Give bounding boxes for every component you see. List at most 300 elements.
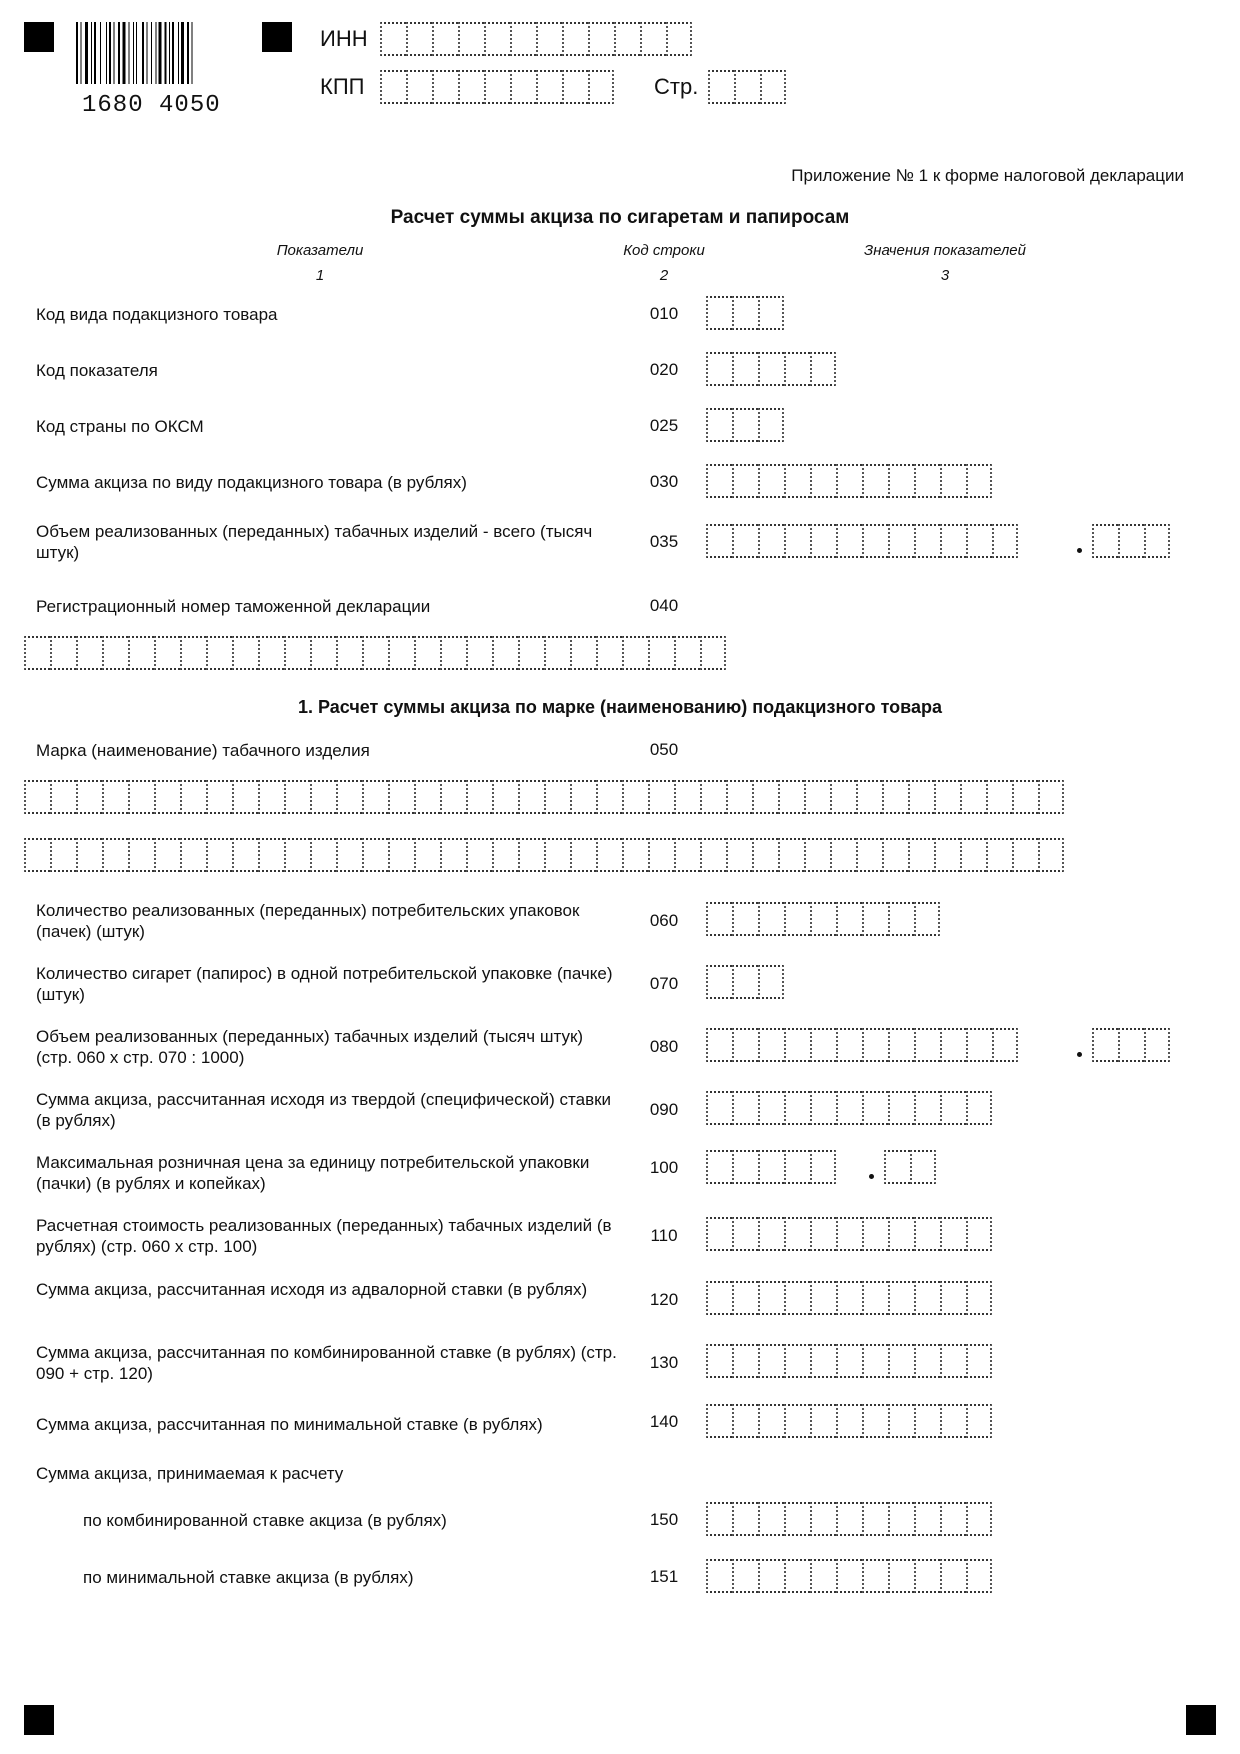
char-cell[interactable] bbox=[752, 838, 778, 872]
char-cell[interactable] bbox=[810, 464, 836, 498]
char-cell[interactable] bbox=[640, 22, 666, 56]
char-cell[interactable] bbox=[706, 1028, 732, 1062]
char-cell[interactable] bbox=[406, 22, 432, 56]
char-cell[interactable] bbox=[24, 780, 50, 814]
char-cell[interactable] bbox=[862, 524, 888, 558]
char-cell[interactable] bbox=[758, 1502, 784, 1536]
char-cell[interactable] bbox=[940, 1344, 966, 1378]
char-cell[interactable] bbox=[888, 902, 914, 936]
char-cell[interactable] bbox=[466, 780, 492, 814]
char-cell[interactable] bbox=[888, 464, 914, 498]
char-cell[interactable] bbox=[466, 838, 492, 872]
char-cell[interactable] bbox=[960, 838, 986, 872]
char-cell[interactable] bbox=[544, 780, 570, 814]
char-cell[interactable] bbox=[414, 838, 440, 872]
char-cell[interactable] bbox=[732, 1150, 758, 1184]
char-cell[interactable] bbox=[726, 780, 752, 814]
char-cell[interactable] bbox=[908, 838, 934, 872]
char-cell[interactable] bbox=[622, 838, 648, 872]
char-cell[interactable] bbox=[758, 1559, 784, 1593]
char-cell[interactable] bbox=[432, 22, 458, 56]
row-020-field[interactable] bbox=[706, 352, 836, 386]
row-040-field[interactable] bbox=[24, 636, 726, 670]
char-cell[interactable] bbox=[674, 838, 700, 872]
char-cell[interactable] bbox=[966, 1028, 992, 1062]
char-cell[interactable] bbox=[862, 1028, 888, 1062]
char-cell[interactable] bbox=[888, 524, 914, 558]
char-cell[interactable] bbox=[836, 1344, 862, 1378]
char-cell[interactable] bbox=[836, 1091, 862, 1125]
char-cell[interactable] bbox=[706, 1217, 732, 1251]
char-cell[interactable] bbox=[940, 1091, 966, 1125]
char-cell[interactable] bbox=[810, 1028, 836, 1062]
char-cell[interactable] bbox=[1118, 524, 1144, 558]
char-cell[interactable] bbox=[336, 780, 362, 814]
char-cell[interactable] bbox=[758, 352, 784, 386]
char-cell[interactable] bbox=[934, 780, 960, 814]
char-cell[interactable] bbox=[258, 636, 284, 670]
char-cell[interactable] bbox=[836, 902, 862, 936]
inn-field[interactable] bbox=[380, 22, 692, 56]
char-cell[interactable] bbox=[706, 1559, 732, 1593]
row-035-field-fraction[interactable] bbox=[1092, 524, 1170, 558]
row-010-field[interactable] bbox=[706, 296, 784, 330]
char-cell[interactable] bbox=[914, 1559, 940, 1593]
char-cell[interactable] bbox=[510, 70, 536, 104]
char-cell[interactable] bbox=[914, 1217, 940, 1251]
char-cell[interactable] bbox=[784, 524, 810, 558]
char-cell[interactable] bbox=[706, 965, 732, 999]
char-cell[interactable] bbox=[284, 780, 310, 814]
char-cell[interactable] bbox=[588, 22, 614, 56]
char-cell[interactable] bbox=[836, 524, 862, 558]
char-cell[interactable] bbox=[708, 70, 734, 104]
char-cell[interactable] bbox=[518, 636, 544, 670]
char-cell[interactable] bbox=[784, 1028, 810, 1062]
char-cell[interactable] bbox=[570, 780, 596, 814]
char-cell[interactable] bbox=[784, 1281, 810, 1315]
char-cell[interactable] bbox=[732, 1344, 758, 1378]
row-080-field-fraction[interactable] bbox=[1092, 1028, 1170, 1062]
char-cell[interactable] bbox=[232, 636, 258, 670]
char-cell[interactable] bbox=[830, 780, 856, 814]
char-cell[interactable] bbox=[810, 902, 836, 936]
char-cell[interactable] bbox=[732, 1091, 758, 1125]
char-cell[interactable] bbox=[232, 838, 258, 872]
row-030-field[interactable] bbox=[706, 464, 992, 498]
char-cell[interactable] bbox=[732, 1028, 758, 1062]
char-cell[interactable] bbox=[706, 1091, 732, 1125]
char-cell[interactable] bbox=[706, 296, 732, 330]
row-070-field[interactable] bbox=[706, 965, 784, 999]
char-cell[interactable] bbox=[206, 838, 232, 872]
char-cell[interactable] bbox=[180, 636, 206, 670]
char-cell[interactable] bbox=[862, 1404, 888, 1438]
row-025-field[interactable] bbox=[706, 408, 784, 442]
char-cell[interactable] bbox=[862, 1281, 888, 1315]
char-cell[interactable] bbox=[1092, 1028, 1118, 1062]
char-cell[interactable] bbox=[888, 1217, 914, 1251]
char-cell[interactable] bbox=[836, 1028, 862, 1062]
char-cell[interactable] bbox=[836, 464, 862, 498]
char-cell[interactable] bbox=[50, 780, 76, 814]
char-cell[interactable] bbox=[810, 1502, 836, 1536]
char-cell[interactable] bbox=[1118, 1028, 1144, 1062]
char-cell[interactable] bbox=[706, 1502, 732, 1536]
char-cell[interactable] bbox=[888, 1028, 914, 1062]
row-140-field[interactable] bbox=[706, 1404, 992, 1438]
char-cell[interactable] bbox=[562, 70, 588, 104]
page-number-field[interactable] bbox=[708, 70, 786, 104]
char-cell[interactable] bbox=[810, 524, 836, 558]
char-cell[interactable] bbox=[154, 780, 180, 814]
char-cell[interactable] bbox=[758, 464, 784, 498]
char-cell[interactable] bbox=[778, 780, 804, 814]
char-cell[interactable] bbox=[1012, 780, 1038, 814]
char-cell[interactable] bbox=[836, 1559, 862, 1593]
row-035-field-integer[interactable] bbox=[706, 524, 1018, 558]
char-cell[interactable] bbox=[940, 1559, 966, 1593]
row-150-field[interactable] bbox=[706, 1502, 992, 1536]
char-cell[interactable] bbox=[706, 902, 732, 936]
char-cell[interactable] bbox=[810, 1217, 836, 1251]
char-cell[interactable] bbox=[758, 524, 784, 558]
char-cell[interactable] bbox=[492, 636, 518, 670]
char-cell[interactable] bbox=[758, 1091, 784, 1125]
char-cell[interactable] bbox=[232, 780, 258, 814]
char-cell[interactable] bbox=[914, 1344, 940, 1378]
char-cell[interactable] bbox=[784, 1559, 810, 1593]
char-cell[interactable] bbox=[804, 780, 830, 814]
char-cell[interactable] bbox=[1012, 838, 1038, 872]
char-cell[interactable] bbox=[784, 902, 810, 936]
char-cell[interactable] bbox=[284, 838, 310, 872]
char-cell[interactable] bbox=[914, 1028, 940, 1062]
char-cell[interactable] bbox=[758, 296, 784, 330]
char-cell[interactable] bbox=[76, 780, 102, 814]
char-cell[interactable] bbox=[706, 352, 732, 386]
kpp-field[interactable] bbox=[380, 70, 614, 104]
char-cell[interactable] bbox=[102, 636, 128, 670]
char-cell[interactable] bbox=[544, 636, 570, 670]
row-100-field-kopecks[interactable] bbox=[884, 1150, 936, 1184]
char-cell[interactable] bbox=[362, 636, 388, 670]
char-cell[interactable] bbox=[466, 636, 492, 670]
char-cell[interactable] bbox=[588, 70, 614, 104]
char-cell[interactable] bbox=[908, 780, 934, 814]
char-cell[interactable] bbox=[914, 902, 940, 936]
char-cell[interactable] bbox=[966, 1344, 992, 1378]
row-151-field[interactable] bbox=[706, 1559, 992, 1593]
char-cell[interactable] bbox=[180, 780, 206, 814]
char-cell[interactable] bbox=[596, 780, 622, 814]
char-cell[interactable] bbox=[940, 1404, 966, 1438]
char-cell[interactable] bbox=[128, 780, 154, 814]
char-cell[interactable] bbox=[732, 524, 758, 558]
char-cell[interactable] bbox=[966, 524, 992, 558]
row-130-field[interactable] bbox=[706, 1344, 992, 1378]
char-cell[interactable] bbox=[544, 838, 570, 872]
char-cell[interactable] bbox=[732, 296, 758, 330]
char-cell[interactable] bbox=[784, 1217, 810, 1251]
char-cell[interactable] bbox=[206, 636, 232, 670]
char-cell[interactable] bbox=[310, 780, 336, 814]
char-cell[interactable] bbox=[810, 1150, 836, 1184]
char-cell[interactable] bbox=[154, 838, 180, 872]
char-cell[interactable] bbox=[706, 1150, 732, 1184]
char-cell[interactable] bbox=[862, 1559, 888, 1593]
char-cell[interactable] bbox=[726, 838, 752, 872]
char-cell[interactable] bbox=[362, 780, 388, 814]
char-cell[interactable] bbox=[484, 22, 510, 56]
char-cell[interactable] bbox=[836, 1404, 862, 1438]
char-cell[interactable] bbox=[856, 780, 882, 814]
row-110-field[interactable] bbox=[706, 1217, 992, 1251]
char-cell[interactable] bbox=[732, 408, 758, 442]
char-cell[interactable] bbox=[836, 1502, 862, 1536]
char-cell[interactable] bbox=[700, 636, 726, 670]
char-cell[interactable] bbox=[888, 1559, 914, 1593]
char-cell[interactable] bbox=[966, 1217, 992, 1251]
char-cell[interactable] bbox=[966, 464, 992, 498]
row-080-field-integer[interactable] bbox=[706, 1028, 1018, 1062]
char-cell[interactable] bbox=[706, 1404, 732, 1438]
char-cell[interactable] bbox=[856, 838, 882, 872]
row-100-field-rubles[interactable] bbox=[706, 1150, 836, 1184]
char-cell[interactable] bbox=[510, 22, 536, 56]
char-cell[interactable] bbox=[732, 464, 758, 498]
char-cell[interactable] bbox=[102, 838, 128, 872]
char-cell[interactable] bbox=[648, 838, 674, 872]
char-cell[interactable] bbox=[784, 464, 810, 498]
char-cell[interactable] bbox=[810, 1091, 836, 1125]
char-cell[interactable] bbox=[206, 780, 232, 814]
char-cell[interactable] bbox=[830, 838, 856, 872]
char-cell[interactable] bbox=[862, 1217, 888, 1251]
char-cell[interactable] bbox=[888, 1502, 914, 1536]
char-cell[interactable] bbox=[570, 838, 596, 872]
char-cell[interactable] bbox=[940, 1217, 966, 1251]
char-cell[interactable] bbox=[966, 1091, 992, 1125]
char-cell[interactable] bbox=[884, 1150, 910, 1184]
char-cell[interactable] bbox=[1144, 524, 1170, 558]
char-cell[interactable] bbox=[484, 70, 510, 104]
char-cell[interactable] bbox=[992, 1028, 1018, 1062]
char-cell[interactable] bbox=[536, 22, 562, 56]
char-cell[interactable] bbox=[706, 408, 732, 442]
char-cell[interactable] bbox=[128, 838, 154, 872]
row-090-field[interactable] bbox=[706, 1091, 992, 1125]
char-cell[interactable] bbox=[258, 838, 284, 872]
char-cell[interactable] bbox=[706, 1281, 732, 1315]
char-cell[interactable] bbox=[674, 780, 700, 814]
char-cell[interactable] bbox=[784, 1404, 810, 1438]
char-cell[interactable] bbox=[862, 902, 888, 936]
char-cell[interactable] bbox=[914, 1091, 940, 1125]
char-cell[interactable] bbox=[562, 22, 588, 56]
char-cell[interactable] bbox=[810, 1281, 836, 1315]
char-cell[interactable] bbox=[966, 1502, 992, 1536]
char-cell[interactable] bbox=[734, 70, 760, 104]
char-cell[interactable] bbox=[758, 1344, 784, 1378]
char-cell[interactable] bbox=[492, 838, 518, 872]
char-cell[interactable] bbox=[50, 838, 76, 872]
char-cell[interactable] bbox=[362, 838, 388, 872]
char-cell[interactable] bbox=[862, 1344, 888, 1378]
char-cell[interactable] bbox=[804, 838, 830, 872]
char-cell[interactable] bbox=[758, 1404, 784, 1438]
char-cell[interactable] bbox=[180, 838, 206, 872]
char-cell[interactable] bbox=[102, 780, 128, 814]
char-cell[interactable] bbox=[648, 780, 674, 814]
char-cell[interactable] bbox=[862, 1502, 888, 1536]
char-cell[interactable] bbox=[940, 1502, 966, 1536]
char-cell[interactable] bbox=[888, 1091, 914, 1125]
char-cell[interactable] bbox=[706, 464, 732, 498]
char-cell[interactable] bbox=[666, 22, 692, 56]
char-cell[interactable] bbox=[732, 1281, 758, 1315]
char-cell[interactable] bbox=[760, 70, 786, 104]
char-cell[interactable] bbox=[810, 1404, 836, 1438]
row-060-field[interactable] bbox=[706, 902, 940, 936]
char-cell[interactable] bbox=[388, 636, 414, 670]
char-cell[interactable] bbox=[758, 965, 784, 999]
char-cell[interactable] bbox=[1038, 838, 1064, 872]
char-cell[interactable] bbox=[24, 838, 50, 872]
char-cell[interactable] bbox=[622, 636, 648, 670]
char-cell[interactable] bbox=[966, 1404, 992, 1438]
char-cell[interactable] bbox=[458, 22, 484, 56]
char-cell[interactable] bbox=[758, 1281, 784, 1315]
char-cell[interactable] bbox=[492, 780, 518, 814]
char-cell[interactable] bbox=[76, 636, 102, 670]
char-cell[interactable] bbox=[914, 1502, 940, 1536]
char-cell[interactable] bbox=[1144, 1028, 1170, 1062]
char-cell[interactable] bbox=[784, 1091, 810, 1125]
char-cell[interactable] bbox=[414, 636, 440, 670]
char-cell[interactable] bbox=[336, 838, 362, 872]
char-cell[interactable] bbox=[154, 636, 180, 670]
char-cell[interactable] bbox=[380, 70, 406, 104]
char-cell[interactable] bbox=[758, 1028, 784, 1062]
char-cell[interactable] bbox=[596, 838, 622, 872]
char-cell[interactable] bbox=[518, 838, 544, 872]
char-cell[interactable] bbox=[882, 838, 908, 872]
char-cell[interactable] bbox=[732, 1404, 758, 1438]
char-cell[interactable] bbox=[732, 902, 758, 936]
char-cell[interactable] bbox=[784, 1344, 810, 1378]
char-cell[interactable] bbox=[570, 636, 596, 670]
char-cell[interactable] bbox=[986, 838, 1012, 872]
char-cell[interactable] bbox=[910, 1150, 936, 1184]
char-cell[interactable] bbox=[914, 464, 940, 498]
char-cell[interactable] bbox=[310, 838, 336, 872]
char-cell[interactable] bbox=[986, 780, 1012, 814]
char-cell[interactable] bbox=[992, 524, 1018, 558]
char-cell[interactable] bbox=[706, 1344, 732, 1378]
char-cell[interactable] bbox=[758, 902, 784, 936]
char-cell[interactable] bbox=[284, 636, 310, 670]
char-cell[interactable] bbox=[648, 636, 674, 670]
char-cell[interactable] bbox=[752, 780, 778, 814]
char-cell[interactable] bbox=[406, 70, 432, 104]
char-cell[interactable] bbox=[940, 524, 966, 558]
char-cell[interactable] bbox=[614, 22, 640, 56]
char-cell[interactable] bbox=[518, 780, 544, 814]
char-cell[interactable] bbox=[914, 1281, 940, 1315]
char-cell[interactable] bbox=[1038, 780, 1064, 814]
char-cell[interactable] bbox=[940, 464, 966, 498]
char-cell[interactable] bbox=[380, 22, 406, 56]
char-cell[interactable] bbox=[784, 1502, 810, 1536]
char-cell[interactable] bbox=[914, 1404, 940, 1438]
char-cell[interactable] bbox=[432, 70, 458, 104]
char-cell[interactable] bbox=[836, 1281, 862, 1315]
char-cell[interactable] bbox=[440, 780, 466, 814]
char-cell[interactable] bbox=[440, 838, 466, 872]
char-cell[interactable] bbox=[810, 352, 836, 386]
char-cell[interactable] bbox=[674, 636, 700, 670]
char-cell[interactable] bbox=[888, 1404, 914, 1438]
char-cell[interactable] bbox=[888, 1281, 914, 1315]
char-cell[interactable] bbox=[966, 1281, 992, 1315]
char-cell[interactable] bbox=[458, 70, 484, 104]
char-cell[interactable] bbox=[414, 780, 440, 814]
char-cell[interactable] bbox=[732, 1559, 758, 1593]
char-cell[interactable] bbox=[440, 636, 466, 670]
char-cell[interactable] bbox=[388, 780, 414, 814]
char-cell[interactable] bbox=[862, 1091, 888, 1125]
char-cell[interactable] bbox=[24, 636, 50, 670]
row-050-field-line-1[interactable] bbox=[24, 780, 1064, 814]
char-cell[interactable] bbox=[862, 464, 888, 498]
char-cell[interactable] bbox=[940, 1028, 966, 1062]
char-cell[interactable] bbox=[758, 1150, 784, 1184]
char-cell[interactable] bbox=[310, 636, 336, 670]
char-cell[interactable] bbox=[700, 780, 726, 814]
char-cell[interactable] bbox=[258, 780, 284, 814]
char-cell[interactable] bbox=[778, 838, 804, 872]
char-cell[interactable] bbox=[536, 70, 562, 104]
char-cell[interactable] bbox=[388, 838, 414, 872]
char-cell[interactable] bbox=[960, 780, 986, 814]
char-cell[interactable] bbox=[128, 636, 154, 670]
char-cell[interactable] bbox=[732, 352, 758, 386]
char-cell[interactable] bbox=[934, 838, 960, 872]
char-cell[interactable] bbox=[700, 838, 726, 872]
row-050-field-line-2[interactable] bbox=[24, 838, 1064, 872]
char-cell[interactable] bbox=[732, 1217, 758, 1251]
char-cell[interactable] bbox=[336, 636, 362, 670]
char-cell[interactable] bbox=[810, 1344, 836, 1378]
char-cell[interactable] bbox=[966, 1559, 992, 1593]
char-cell[interactable] bbox=[758, 1217, 784, 1251]
char-cell[interactable] bbox=[622, 780, 648, 814]
char-cell[interactable] bbox=[836, 1217, 862, 1251]
char-cell[interactable] bbox=[706, 524, 732, 558]
char-cell[interactable] bbox=[76, 838, 102, 872]
char-cell[interactable] bbox=[50, 636, 76, 670]
char-cell[interactable] bbox=[758, 408, 784, 442]
char-cell[interactable] bbox=[914, 524, 940, 558]
row-120-field[interactable] bbox=[706, 1281, 992, 1315]
char-cell[interactable] bbox=[940, 1281, 966, 1315]
char-cell[interactable] bbox=[810, 1559, 836, 1593]
char-cell[interactable] bbox=[732, 965, 758, 999]
char-cell[interactable] bbox=[784, 352, 810, 386]
char-cell[interactable] bbox=[882, 780, 908, 814]
char-cell[interactable] bbox=[732, 1502, 758, 1536]
